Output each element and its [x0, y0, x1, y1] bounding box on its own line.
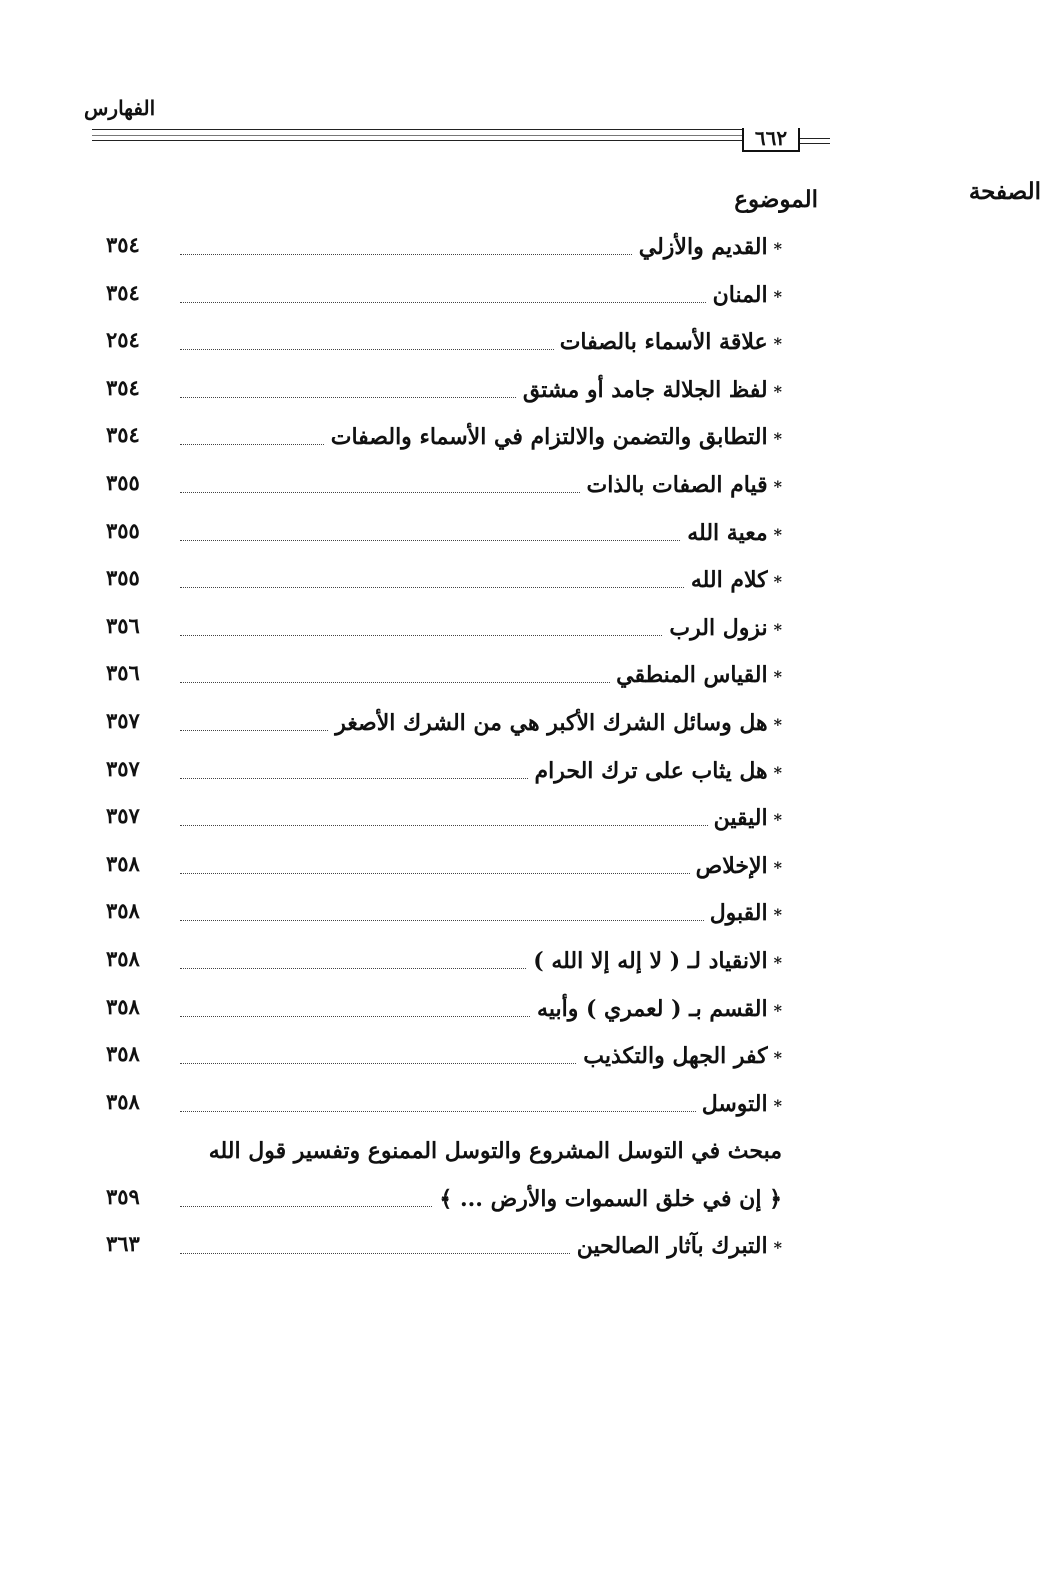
- entry-title: [690, 853, 782, 879]
- bullet-asterisk: *: [773, 381, 782, 401]
- index-entry: [100, 658, 782, 706]
- index-entry: [100, 468, 782, 516]
- bullet-asterisk: *: [773, 952, 782, 972]
- entry-title: [704, 900, 782, 926]
- entry-label: كفر الجهل والتكذيب: [583, 1043, 768, 1070]
- entry-title: [529, 758, 782, 784]
- entry-page-number: ٣٥٨: [106, 898, 140, 924]
- entry-page-number: ٣٥٦: [106, 660, 140, 686]
- header-rule: [92, 135, 742, 136]
- entry-title: [580, 472, 782, 498]
- column-heading-page: الصفحة: [968, 178, 1041, 205]
- bullet-asterisk: *: [773, 714, 782, 734]
- index-entry: [100, 611, 782, 659]
- bullet-asterisk: *: [773, 239, 782, 258]
- entry-label: نزول الرب: [669, 614, 768, 641]
- entry-label: القسم بـ ( لعمري ) وأبيه: [537, 995, 768, 1022]
- dot-leader: [180, 920, 762, 921]
- bullet-asterisk: *: [773, 572, 782, 592]
- entry-title: [571, 1233, 782, 1259]
- dot-leader: [180, 873, 762, 874]
- index-entry: [100, 944, 782, 992]
- entry-title: [707, 282, 782, 308]
- index-entry: [100, 1087, 782, 1135]
- page-number: ٦٦٢: [742, 128, 800, 152]
- entry-label: ﴿ إن في خلق السموات والأرض ... ﴾: [439, 1185, 782, 1212]
- entry-label: مبحث في التوسل المشروع والتوسل الممنوع وتفسير قول الله: [208, 1138, 782, 1165]
- bullet-asterisk: *: [773, 810, 782, 830]
- entry-label: القبول: [709, 900, 768, 927]
- bullet-asterisk: *: [773, 667, 782, 687]
- bullet-asterisk: *: [773, 1048, 782, 1068]
- bullet-asterisk: *: [773, 905, 782, 925]
- entry-page-number: ٣٥٩: [106, 1183, 140, 1209]
- entry-title: [577, 1043, 782, 1069]
- entry-title: [329, 710, 782, 736]
- entry-label: معية الله: [687, 519, 768, 546]
- entry-label: اليقين: [713, 805, 768, 832]
- entry-label: لفظ الجلالة جامد أو مشتق: [522, 376, 768, 403]
- entry-page-number: ٣٥٦: [106, 612, 140, 638]
- entry-label: التطابق والتضمن والالتزام في الأسماء والصفات: [330, 424, 768, 451]
- entry-label: التوسل: [701, 1090, 768, 1117]
- index-entry: [100, 516, 782, 564]
- entry-page-number: ٣٦٣: [106, 1231, 140, 1257]
- entry-page-number: ٣٥٧: [106, 707, 140, 733]
- bullet-asterisk: *: [773, 619, 782, 639]
- index-entry: [100, 992, 782, 1040]
- index-entries: [100, 230, 782, 1277]
- index-entry: [100, 1134, 782, 1182]
- dot-leader: [180, 302, 762, 303]
- bullet-asterisk: *: [773, 1095, 782, 1115]
- header-rule: [92, 129, 742, 130]
- index-entry: [100, 230, 782, 278]
- index-entry: [100, 1182, 782, 1230]
- entry-page-number: ٣٥٤: [106, 374, 140, 400]
- bullet-asterisk: *: [773, 286, 782, 306]
- entry-page-number: ٣٥٤: [106, 232, 140, 257]
- dot-leader: [180, 540, 762, 541]
- bullet-asterisk: *: [773, 857, 782, 877]
- entry-label: الانقياد لـ ( لا إله إلا الله ): [533, 947, 768, 974]
- entry-title: [681, 520, 782, 546]
- entry-title: [325, 424, 782, 450]
- entry-label: القديم والأزلي: [638, 234, 768, 260]
- index-entry: [100, 896, 782, 944]
- running-title: الفهارس: [84, 96, 156, 120]
- header-rule: [800, 138, 830, 139]
- entry-label: الإخلاص: [695, 852, 768, 879]
- entry-page-number: ٣٥٨: [106, 993, 140, 1019]
- bullet-asterisk: *: [773, 1238, 782, 1258]
- dot-leader: [180, 1111, 762, 1112]
- index-entry: [100, 801, 782, 849]
- index-entry: [100, 754, 782, 802]
- index-entry: [100, 706, 782, 754]
- entry-page-number: ٣٥٧: [106, 755, 140, 781]
- bullet-asterisk: *: [773, 429, 782, 449]
- bullet-asterisk: *: [773, 524, 782, 544]
- entry-title: [610, 662, 782, 688]
- bullet-asterisk: *: [773, 1000, 782, 1020]
- entry-page-number: ٣٥٤: [106, 422, 140, 448]
- entry-page-number: ٣٥٥: [106, 469, 140, 495]
- entry-page-number: ٣٥٧: [106, 803, 140, 829]
- header-rule: [92, 140, 742, 141]
- index-entry: [100, 278, 782, 326]
- header-rule: [800, 143, 830, 144]
- entry-label: القياس المنطقي: [616, 662, 768, 689]
- bullet-asterisk: *: [773, 334, 782, 354]
- index-entry: [100, 1229, 782, 1277]
- entry-page-number: ٣٥٨: [106, 850, 140, 876]
- entry-page-number: ٢٥٤: [106, 327, 140, 353]
- index-entry: [100, 373, 782, 421]
- entry-label: هل يثاب على ترك الحرام: [534, 757, 768, 784]
- dot-leader: [180, 825, 762, 826]
- entry-page-number: ٣٥٤: [106, 279, 140, 305]
- entry-title: [633, 234, 782, 260]
- entry-title: [527, 948, 782, 974]
- entry-title: [531, 996, 782, 1022]
- entry-page-number: ٣٥٥: [106, 565, 140, 591]
- entry-title: [663, 615, 782, 641]
- dot-leader: [180, 587, 762, 588]
- bullet-asterisk: *: [773, 476, 782, 496]
- bullet-asterisk: *: [773, 762, 782, 782]
- entry-label: التبرك بآثار الصالحين: [576, 1233, 768, 1260]
- entry-label: المنان: [712, 281, 768, 308]
- entry-label: قيام الصفات بالذات: [586, 471, 768, 498]
- entry-page-number: ٣٥٥: [106, 517, 140, 543]
- entry-title: [517, 377, 782, 403]
- entry-label: هل وسائل الشرك الأكبر هي من الشرك الأصغر: [335, 709, 768, 736]
- entry-label: كلام الله: [690, 567, 768, 594]
- column-heading-topic: الموضوع: [734, 186, 818, 213]
- index-entry: [100, 849, 782, 897]
- entry-title: [209, 1138, 782, 1164]
- index-entry: [100, 420, 782, 468]
- entry-label: علاقة الأسماء بالصفات: [559, 329, 768, 356]
- entry-page-number: ٣٥٨: [106, 945, 140, 971]
- entry-title: [685, 567, 782, 593]
- entry-page-number: ٣٥٨: [106, 1088, 140, 1114]
- index-entry: [100, 325, 782, 373]
- index-entry: [100, 563, 782, 611]
- entry-title: [433, 1186, 782, 1212]
- entry-title: [708, 805, 782, 831]
- entry-page-number: ٣٥٨: [106, 1041, 140, 1067]
- index-entry: [100, 1039, 782, 1087]
- entry-title: [696, 1091, 782, 1117]
- entry-title: [554, 329, 782, 355]
